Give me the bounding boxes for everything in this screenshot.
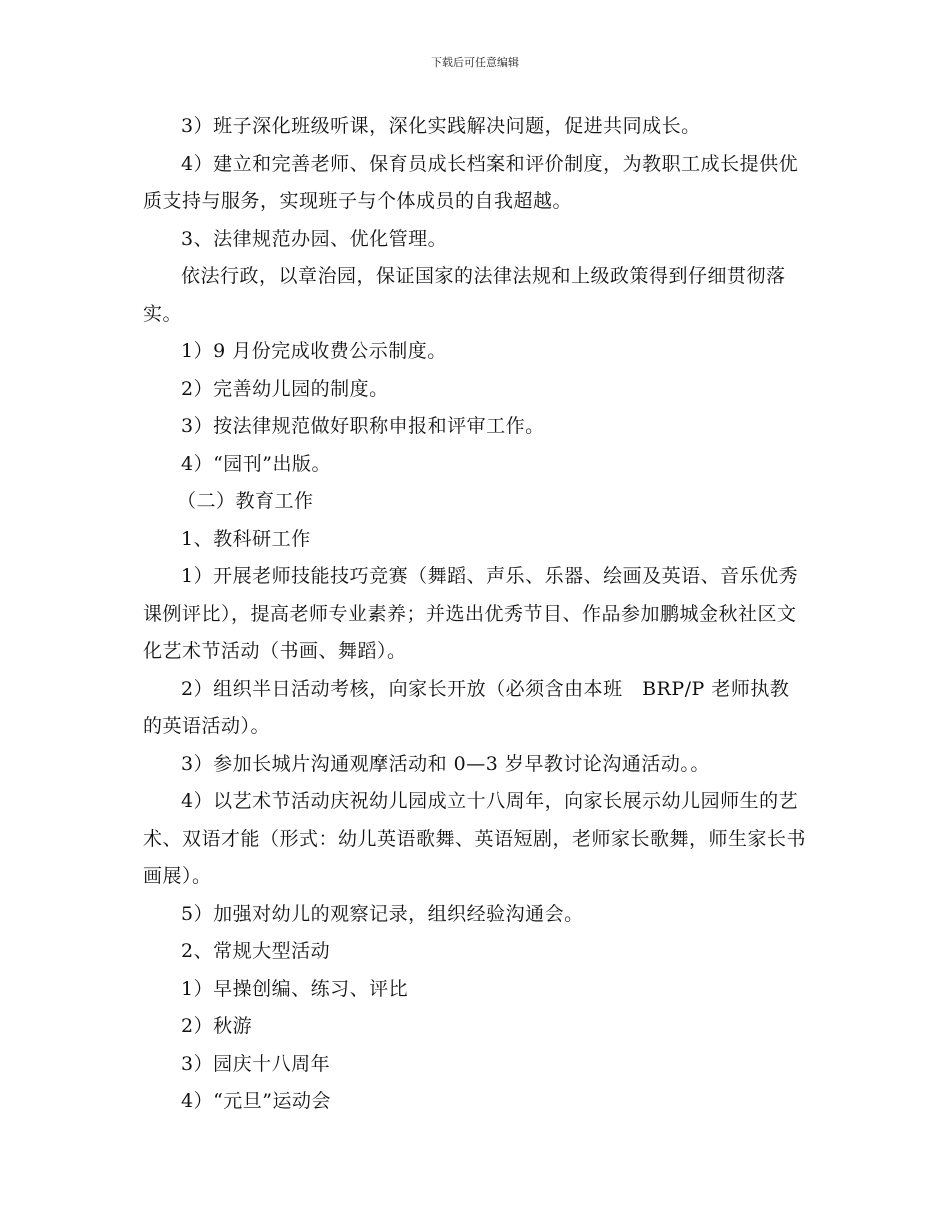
paragraph-4: 依法行政，以章治园，保证国家的法律法规和上级政策得到仔细贯彻落实。 xyxy=(143,265,786,325)
subheading-activities: 2、常规大型活动 xyxy=(181,940,331,962)
paragraph-13: 3）参加长城片沟通观摩活动和 0—3 岁早教讨论沟通活动。。 xyxy=(181,752,710,775)
section-heading-education: （二）教育工作 xyxy=(177,490,314,512)
page-header: 下载后可任意编辑 xyxy=(431,56,519,69)
paragraph-14: 4）以艺术节活动庆祝幼儿园成立十八周年，向家长展示幼儿园师生的艺术、双语才能（形式：幼儿英语歌舞、英语短剧，老师家长歌舞，师生家长书画展）。 xyxy=(143,790,807,887)
subheading-research: 1、教科研工作 xyxy=(181,527,311,550)
paragraph-2: 4）建立和完善老师、保育员成长档案和评价制度，为教职工成长提供优质支持与服务，实现班子与个体成员的自我超越。 xyxy=(143,152,799,212)
paragraph-17: 1）早操创编、练习、评比 xyxy=(181,977,409,1000)
paragraph-6: 2）完善幼儿园的制度。 xyxy=(181,377,389,400)
paragraph-18: 2）秋游 xyxy=(181,1015,253,1037)
paragraph-5: 1）9 月份完成收费公示制度。 xyxy=(181,340,447,362)
paragraph-20: 4）“元旦”运动会 xyxy=(181,1090,332,1112)
paragraph-15: 5）加强对幼儿的观察记录，组织经验沟通会。 xyxy=(181,902,584,925)
paragraph-19: 3）园庆十八周年 xyxy=(181,1052,331,1075)
paragraph-3: 3、法律规范办园、优化管理。 xyxy=(181,227,448,250)
paragraph-1: 3）班子深化班级听课，深化实践解决问题，促进共同成长。 xyxy=(181,115,701,137)
paragraph-12: 2）组织半日活动考核，向家长开放（必须含由本班 BRP/P 老师执教的英语活动）。 xyxy=(143,677,790,737)
paragraph-8: 4）“园刊”出版。 xyxy=(181,452,332,475)
document-body xyxy=(143,108,808,1121)
paragraph-11: 1）开展老师技能技巧竞赛（舞蹈、声乐、乐器、绘画及英语、音乐优秀课例评比），提高老师专业素养；并选出优秀节目、作品参加鹏城金秋社区文化艺术节活动（书画、舞蹈）。 xyxy=(143,565,799,662)
paragraph-7: 3）按法律规范做好职称申报和评审工作。 xyxy=(181,415,545,437)
